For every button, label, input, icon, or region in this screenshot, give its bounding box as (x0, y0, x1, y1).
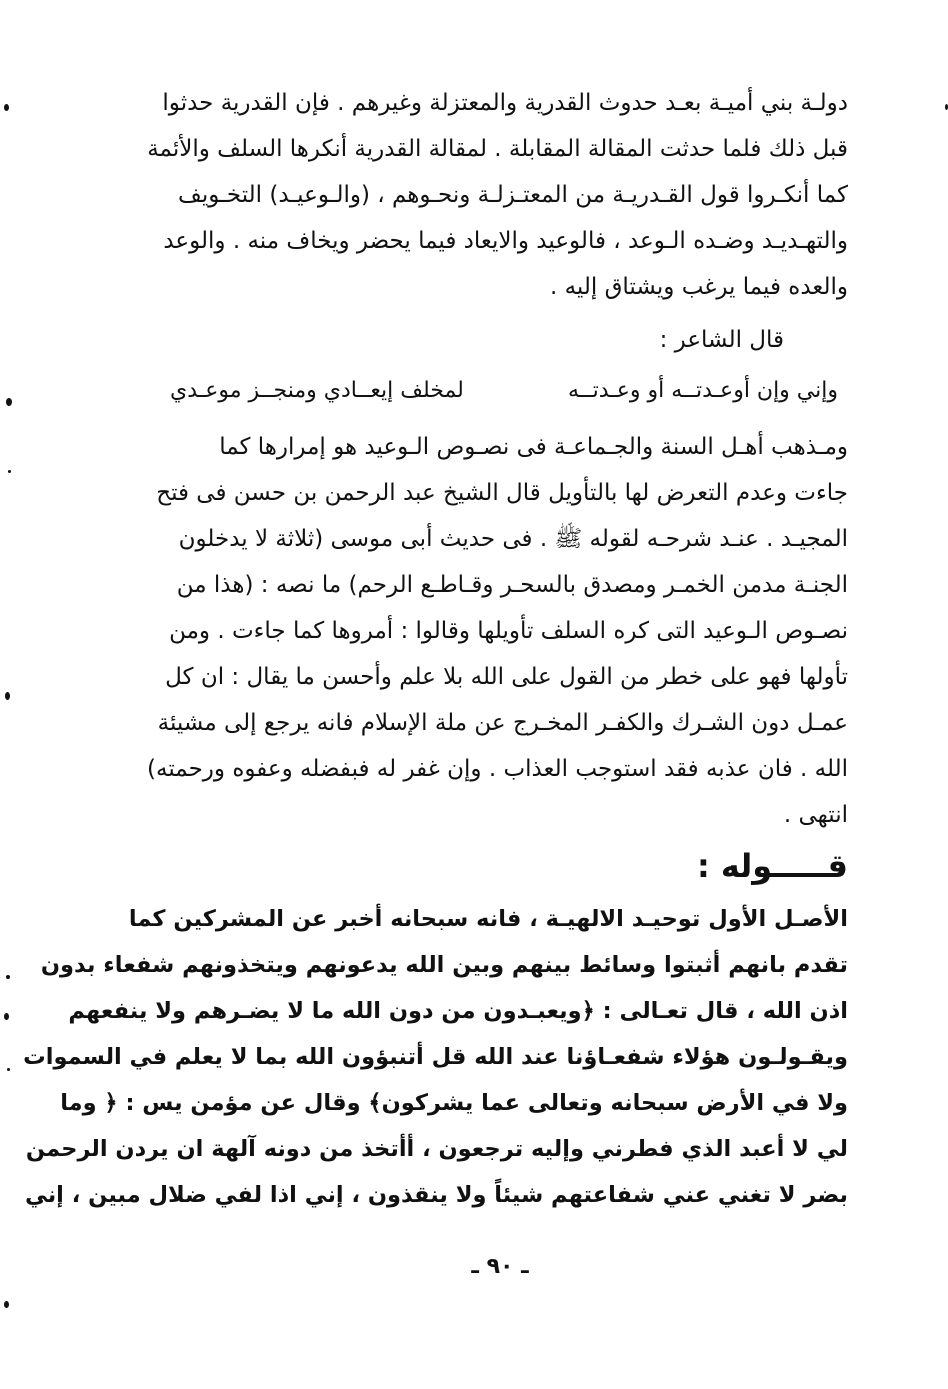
text-line: لي لا أعبد الذي فطرني وإليه ترجعون ، أأتخذ من دونه آلهة ان يردن الرحمن (25, 1136, 848, 1162)
text-line: ويقـولـون هؤلاء شفعـاؤنا عند الله قل أتنبؤون الله بما لا يعلم في السموات (23, 1044, 848, 1070)
verse-first-half: وإني وإن أوعـدتــه أو وعـدتــه (567, 378, 838, 403)
text-line: والعده فيما يرغب ويشتاق إليه . (549, 274, 848, 300)
scan-speck (4, 1301, 9, 1308)
scan-speck (6, 975, 10, 979)
section-heading: قـــــوله : (696, 847, 848, 885)
text-line: ومـذهب أهـل السنة والجـماعـة فى نصـوص الـوعيد هو إمرارها كما (219, 434, 848, 460)
text-line: اذن الله ، قال تعـالى : ﴿ويعبـدون من دون الله ما لا يضـرهم ولا ينفعهم (68, 998, 848, 1024)
scan-speck (8, 470, 11, 473)
text-line: عمـل دون الشـرك والكفـر المخـرج عن ملة الإسلام فانه يرجع إلى مشيئة (157, 710, 848, 736)
scan-speck (5, 692, 10, 700)
text-line: ولا في الأرض سبحانه وتعالى عما يشركون﴾ وقال عن مؤمن يس : ﴿ وما (60, 1090, 848, 1116)
paragraph-2 (147, 424, 848, 838)
text-line: الله . فان عذبه فقد استوجب العذاب . وإن غفر له فبفضله وعفوه ورحمته) (147, 756, 848, 782)
text-line: جاءت وعدم التعرض لها بالتأويل قال الشيخ عبد الرحمن بن حسن فى فتح (156, 480, 848, 506)
text-line: والتهـديـد وضـده الـوعد ، فالوعيد والايعاد فيما يحضر ويخاف منه . والوعد (163, 228, 848, 254)
text-line: تأولها فهو على خطر من القول على الله بلا علم وأحسن ما يقال : ان كل (165, 664, 848, 690)
text-line: دولـة بني أميـة بعـد حدوث القدرية والمعتزلة وغيرهم . فإن القدرية حدثوا (162, 90, 848, 116)
page-number: ـ ٩٠ ـ (471, 1254, 529, 1279)
scan-speck (7, 1068, 10, 1071)
text-line: الأصـل الأول توحيـد الالهيـة ، فانه سبحانه أخبر عن المشركين كما (128, 906, 848, 932)
verse-second-half: لمخلف إيعــادي ومنجــز موعـدي (170, 378, 464, 403)
paragraph-3 (23, 896, 848, 1218)
paragraph-1 (147, 80, 848, 310)
text-line: نصـوص الـوعيد التى كره السلف تأويلها وقالوا : أمروها كما جاءت . ومن (169, 618, 848, 644)
text-line: المجيـد . عنـد شرحـه لقوله ﷺ . فى حديث أبى موسى (ثلاثة لا يدخلون (178, 526, 848, 552)
text-line: تقدم بانهم أثبتوا وسائط بينهم وبين الله يدعونهم ويتخذونهم شفعاء بدون (40, 952, 848, 978)
text-line: انتهى . (783, 802, 848, 828)
scan-speck (6, 398, 12, 406)
scan-speck (4, 104, 9, 111)
poet-intro: قال الشاعر : (659, 327, 784, 353)
text-line: كما أنكـروا قول القـدريـة من المعتـزلـة ونحـوهم ، (والـوعيـد) التخـويف (178, 182, 848, 208)
scan-speck (4, 1013, 9, 1020)
text-line: قبل ذلك فلما حدثت المقالة المقابلة . لمقالة القدرية أنكرها السلف والأئمة (147, 136, 848, 162)
poetry-verse (170, 368, 838, 414)
text-line: الجنـة مدمن الخمـر ومصدق بالسحـر وقـاطـع الرحم) ما نصه : (هذا من (176, 572, 848, 598)
text-line: بضر لا تغني عني شفاعتهم شيئاً ولا ينقذون ، إني اذا لفي ضلال مبين ، إني (24, 1182, 848, 1208)
